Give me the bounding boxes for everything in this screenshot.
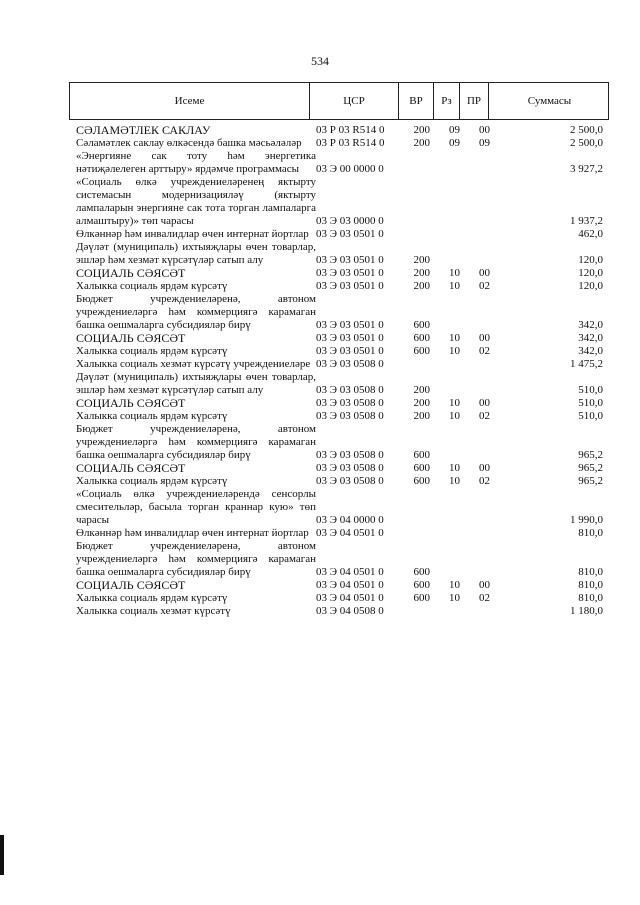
row-name: Бюджет учреждениеләренә, автоном учреждениеләргә һәм коммерциягә карамаган башка оешмаларга субсидияләр бирү [76,293,316,331]
row-sum: 120,0 [578,267,603,279]
table-row [0,267,640,280]
row-sum: 2 500,0 [570,137,603,149]
table-row [0,280,640,293]
row-sum: 342,0 [578,332,603,344]
header-rz: Рз [434,83,460,119]
row-csr: 03 Э 03 0508 0 [316,410,384,422]
row-vr: 200 [413,397,430,409]
row-pr: 02 [479,410,490,422]
header-csr: ЦСР [310,83,399,119]
row-rz: 10 [449,475,460,487]
row-name: «Социаль өлкә учреждениеләренең яктырту системасын модернизацияләү (яктырту лампаларын энергияне сак тота торган лампаларга алмаштыру)» төп чарасы [76,176,316,227]
row-vr: 200 [413,254,430,266]
row-sum: 342,0 [578,345,603,357]
row-rz: 09 [449,137,460,149]
row-name: Халыкка социаль ярдәм күрсәтү [76,280,228,292]
row-name: СОЦИАЛЬ СӘЯСӘТ [76,331,186,345]
row-sum: 342,0 [578,319,603,331]
table-row [0,397,640,410]
row-csr: 03 Э 03 0501 0 [316,228,384,240]
row-sum: 810,0 [578,592,603,604]
row-sum: 2 500,0 [570,124,603,136]
table-body [0,124,640,618]
row-sum: 1 937,2 [570,215,603,227]
row-csr: 03 Э 03 0508 0 [316,475,384,487]
page-number: 534 [311,54,329,68]
row-pr: 00 [479,267,490,279]
row-vr: 200 [413,280,430,292]
row-csr: 03 Э 03 0501 0 [316,280,384,292]
row-vr: 200 [413,124,430,136]
row-csr: 03 Р 03 R514 0 [316,124,385,136]
table-row [0,592,640,605]
table-row [0,293,640,332]
row-vr: 600 [413,332,430,344]
row-name: Дәүләт (муниципаль) ихтыяҗлары өчен товарлар, эшләр һәм хезмәт күрсәтүләр сатып алу [76,241,316,266]
row-csr: 03 Э 04 0000 0 [316,514,384,526]
row-name: Дәүләт (муниципаль) ихтыяҗлары өчен товарлар, эшләр һәм хезмәт күрсәтүләр сатып алу [76,371,316,396]
row-vr: 600 [413,475,430,487]
row-sum: 1 475,2 [570,358,603,370]
row-vr: 600 [413,449,430,461]
table-row [0,371,640,397]
table-row [0,462,640,475]
row-csr: 03 Э 04 0508 0 [316,605,384,617]
row-sum: 510,0 [578,410,603,422]
header-name: Исеме [70,83,310,119]
row-vr: 600 [413,345,430,357]
row-name: «Социаль өлкә учреждениеләрендә сенсорлы смесительләр, басыла торган краннар кую» төп чарасы [76,488,316,526]
row-name: «Энергияне сак тоту һәм энергетика нәтиҗәлелеген арттыру» ярдәмче программасы [76,150,316,175]
table-row [0,488,640,527]
row-rz: 10 [449,592,460,604]
table-row [0,423,640,462]
row-csr: 03 Э 03 0508 0 [316,358,384,370]
row-csr: 03 Э 03 0501 0 [316,319,384,331]
table-row [0,332,640,345]
row-name: Бюджет учреждениеләренә, автоном учреждениеләргә һәм коммерциягә карамаган башка оешмаларга субсидияләр бирү [76,423,316,461]
row-pr: 00 [479,579,490,591]
row-pr: 09 [479,137,490,149]
row-name: Халыкка социаль ярдәм күрсәтү [76,410,228,422]
table-row [0,228,640,241]
row-name: Бюджет учреждениеләренә, автоном учреждениеләргә һәм коммерциягә карамаган башка оешмаларга субсидияләр бирү [76,540,316,578]
row-pr: 00 [479,124,490,136]
row-vr: 600 [413,579,430,591]
header-pr: ПР [460,83,489,119]
table-row [0,137,640,150]
row-sum: 965,2 [578,475,603,487]
row-csr: 03 Э 04 0501 0 [316,592,384,604]
row-rz: 10 [449,267,460,279]
row-name: Халыкка социаль ярдәм күрсәтү [76,475,228,487]
row-pr: 02 [479,345,490,357]
scan-edge-mark [0,835,4,875]
row-name: СОЦИАЛЬ СӘЯСӘТ [76,461,186,475]
row-pr: 02 [479,592,490,604]
row-name: Сәламәтлек саклау өлкәсендә башка мәсьәләләр [76,137,302,149]
row-pr: 00 [479,462,490,474]
row-sum: 810,0 [578,527,603,539]
row-name: СОЦИАЛЬ СӘЯСӘТ [76,266,186,280]
table-row [0,241,640,267]
row-sum: 120,0 [578,280,603,292]
row-csr: 03 Э 04 0501 0 [316,579,384,591]
row-vr: 600 [413,319,430,331]
row-sum: 1 990,0 [570,514,603,526]
row-name: Халыкка социаль хезмәт күрсәтү [76,605,231,617]
row-csr: 03 Э 00 0000 0 [316,163,384,175]
row-vr: 200 [413,384,430,396]
row-vr: 200 [413,410,430,422]
row-csr: 03 Э 03 0508 0 [316,462,384,474]
row-vr: 600 [413,566,430,578]
row-rz: 10 [449,410,460,422]
row-csr: 03 Э 03 0508 0 [316,397,384,409]
table-row [0,124,640,137]
row-vr: 200 [413,267,430,279]
table-row [0,579,640,592]
table-row [0,540,640,579]
table-row [0,150,640,176]
table-row [0,605,640,618]
row-sum: 810,0 [578,566,603,578]
row-rz: 10 [449,280,460,292]
table-header [69,82,609,120]
row-sum: 1 180,0 [570,605,603,617]
table-row [0,345,640,358]
row-sum: 3 927,2 [570,163,603,175]
row-pr: 02 [479,475,490,487]
table-row [0,176,640,228]
row-csr: 03 Э 03 0000 0 [316,215,384,227]
row-vr: 600 [413,592,430,604]
row-name: Халыкка социаль ярдәм күрсәтү [76,592,228,604]
header-vr: ВР [399,83,434,119]
row-name: Өлкәннәр һәм инвалидлар өчен интернат йортлар [76,527,309,539]
row-csr: 03 Э 04 0501 0 [316,527,384,539]
row-rz: 10 [449,397,460,409]
row-name: СОЦИАЛЬ СӘЯСӘТ [76,578,186,592]
row-sum: 965,2 [578,449,603,461]
header-sum: Суммасы [527,95,572,107]
row-csr: 03 Э 03 0501 0 [316,267,384,279]
row-sum: 965,2 [578,462,603,474]
row-sum: 510,0 [578,397,603,409]
row-name: СӘЛАМӘТЛЕК САКЛАУ [76,123,211,137]
row-csr: 03 Э 03 0501 0 [316,332,384,344]
row-pr: 00 [479,332,490,344]
table-row [0,358,640,371]
table-row [0,527,640,540]
row-rz: 10 [449,332,460,344]
row-csr: 03 Р 03 R514 0 [316,137,385,149]
row-name: СОЦИАЛЬ СӘЯСӘТ [76,396,186,410]
row-csr: 03 Э 03 0501 0 [316,254,384,266]
row-csr: 03 Э 04 0501 0 [316,566,384,578]
row-sum: 120,0 [578,254,603,266]
row-name: Халыкка социаль хезмәт күрсәтү учреждениеләре [76,358,311,370]
row-name: Халыкка социаль ярдәм күрсәтү [76,345,228,357]
row-sum: 810,0 [578,579,603,591]
row-pr: 02 [479,280,490,292]
row-csr: 03 Э 03 0508 0 [316,384,384,396]
row-rz: 09 [449,124,460,136]
row-vr: 600 [413,462,430,474]
row-rz: 10 [449,345,460,357]
row-rz: 10 [449,462,460,474]
row-vr: 200 [413,137,430,149]
table-row [0,410,640,423]
row-name: Өлкәннәр һәм инвалидлар өчен интернат йортлар [76,228,309,240]
table-row [0,475,640,488]
row-rz: 10 [449,579,460,591]
row-csr: 03 Э 03 0501 0 [316,345,384,357]
row-csr: 03 Э 03 0508 0 [316,449,384,461]
row-sum: 462,0 [578,228,603,240]
row-sum: 510,0 [578,384,603,396]
row-pr: 00 [479,397,490,409]
